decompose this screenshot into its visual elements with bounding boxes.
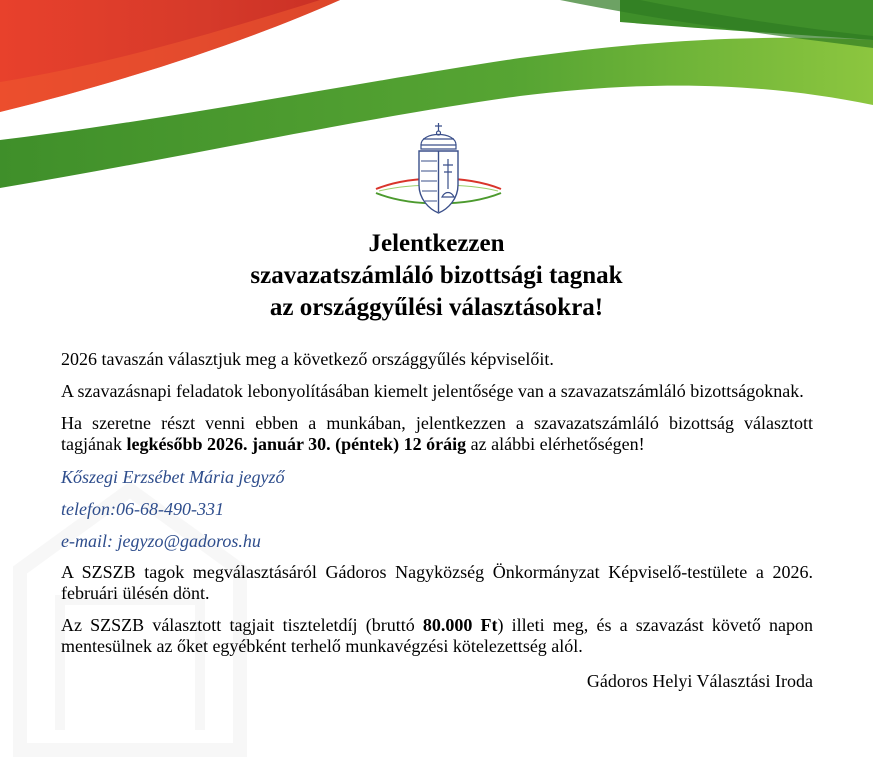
deadline-text: legkésőbb 2026. január 30. (péntek) 12 óráig [126,434,467,454]
title-line-2: szavazatszámláló bizottsági tagnak [250,262,623,289]
title-line-1: Jelentkezzen [368,230,505,257]
page-title [0,228,873,324]
signature: Gádoros Helyi Választási Iroda [586,671,813,691]
fee-amount: 80.000 Ft [422,615,498,635]
hungarian-coat-of-arms-icon [371,117,506,217]
paragraph-intro: 2026 tavaszán választjuk meg a következő országgyűlés képviselőit. [61,349,554,369]
apply-text-start: Ha szeretne részt venni ebben a munkában, jelentkezzen a szavazatszámláló bizottság választott tagjának [61,413,813,454]
contact-name: Kőszegi Erzsébet Mária jegyző [61,467,285,487]
contact-phone[interactable]: telefon:06-68-490-331 [61,499,224,519]
fee-text-start: Az SZSZB választott tagjait tiszteletdíj (bruttó [61,615,423,635]
title-line-3: az országgyűlési választásokra! [269,294,604,321]
fee-text-end: ) illeti meg, és a szavazást követő napon mentesülnek az őket egyébként terhelő munkavégzési kötelezettség alól. [61,615,813,656]
contact-email[interactable]: e-mail: jegyzo@gadoros.hu [61,531,261,551]
apply-text-end: az alábbi elérhetőségen! [466,434,645,454]
paragraph-importance: A szavazásnapi feladatok lebonyolításában kiemelt jelentősége van a szavazatszámláló bizottságoknak. [61,381,804,401]
notice-body [61,349,813,703]
paragraph-apply [61,413,813,455]
paragraph-election: A SZSZB tagok megválasztásáról Gádoros Nagyközség Önkormányzat Képviselő-testülete a 2026. februári ülésén dönt. [61,562,813,603]
paragraph-fee [61,615,813,657]
